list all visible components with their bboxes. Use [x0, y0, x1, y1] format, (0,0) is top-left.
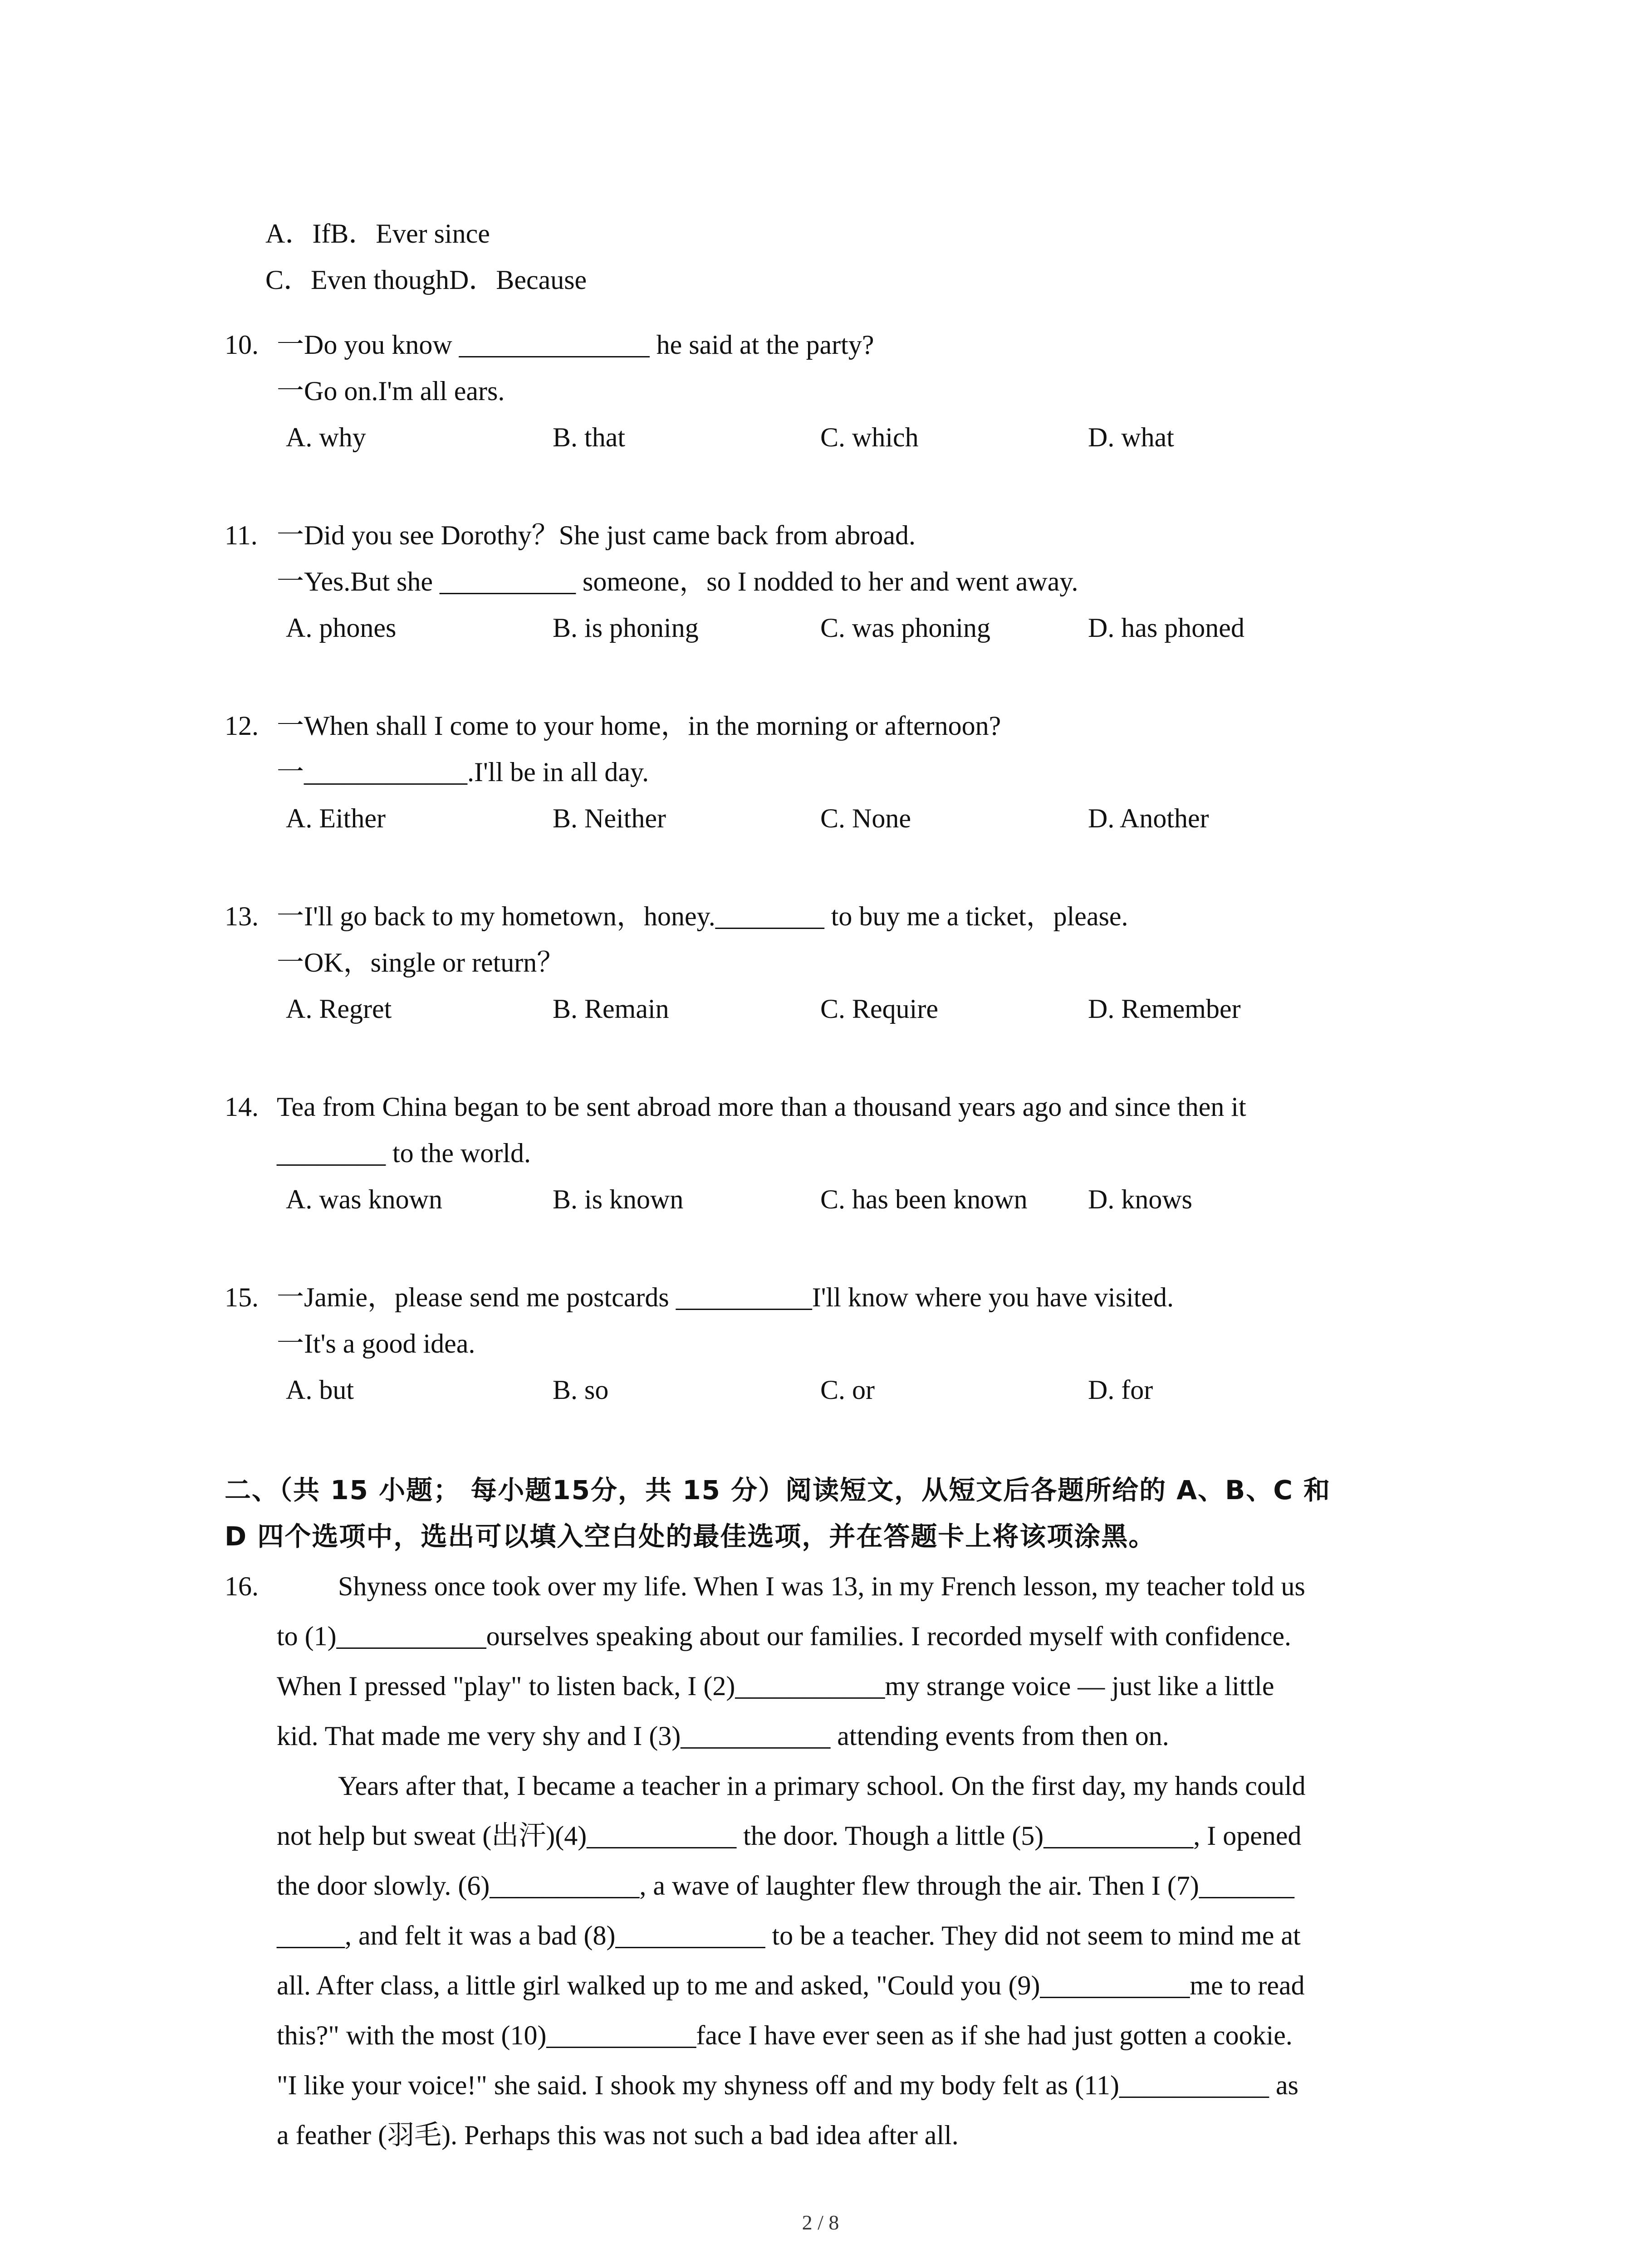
question-number: 10. — [225, 330, 259, 360]
option-c: C. None — [820, 803, 911, 833]
passage-line: Shyness once took over my life. When I was 13, in my French lesson, my teacher told us — [338, 1571, 1305, 1601]
option-a: A. phones — [286, 613, 397, 643]
question-stem: Tea from China began to be sent abroad more than a thousand years ago and since then it — [277, 1092, 1246, 1122]
question-number: 13. — [225, 901, 259, 931]
passage-line: a feather (羽毛). Perhaps this was not such a bad idea after all. — [277, 2120, 959, 2150]
question-number: 16. — [225, 1571, 259, 1601]
question-reply: 一Go on.I'm all ears. — [277, 376, 505, 406]
option-a: A. was known — [286, 1184, 442, 1214]
section-instructions-line-2: D 四个选项中，选出可以填入空白处的最佳选项，并在答题卡上将该项涂黑。 — [225, 1521, 1156, 1552]
option-d: D. what — [1088, 422, 1174, 452]
question-number: 14. — [225, 1092, 259, 1122]
option-d: D. Remember — [1088, 994, 1241, 1024]
question-reply: 一It's a good idea. — [277, 1329, 475, 1359]
question-stem: 一When shall I come to your home，in the morning or afternoon? — [277, 711, 1001, 741]
passage-line: "I like your voice!" she said. I shook my shyness off and my body felt as (11)___________ as — [277, 2070, 1298, 2100]
passage-line: When I pressed "play" to listen back, I (2)___________my strange voice — just like a little — [277, 1671, 1274, 1701]
question-stem: 一I'll go back to my hometown，honey.________ to buy me a ticket，please. — [277, 901, 1128, 931]
option-b: B. Remain — [553, 994, 669, 1024]
option-c: C. which — [820, 422, 919, 452]
option-a: A. why — [286, 422, 366, 452]
question-stem: 一Do you know ______________ he said at the party? — [277, 330, 874, 360]
option-b: B. is known — [553, 1184, 684, 1214]
question-stem-continued: ________ to the world. — [277, 1138, 531, 1168]
option-d: D. has phoned — [1088, 613, 1244, 643]
option-d: D. Another — [1088, 803, 1209, 833]
question-number: 12. — [225, 711, 259, 741]
option-d: D. for — [1088, 1375, 1153, 1405]
option-d: D. knows — [1088, 1184, 1193, 1214]
question-number: 15. — [225, 1282, 259, 1312]
question-reply: 一OK，single or return？ — [277, 948, 564, 978]
page-number: 2 / 8 — [802, 2211, 839, 2234]
q9-options-row-2: C．Even thoughD．Because — [265, 265, 587, 295]
question-number: 11. — [225, 520, 258, 550]
option-a: A. but — [286, 1375, 354, 1405]
question-reply: 一Yes.But she __________ someone，so I nodded to her and went away. — [277, 567, 1078, 596]
passage-line: Years after that, I became a teacher in a primary school. On the first day, my hands could — [338, 1771, 1306, 1801]
q9-options-row-1: A．IfB．Ever since — [265, 219, 490, 249]
option-a: A. Regret — [286, 994, 392, 1024]
question-reply: 一____________.I'll be in all day. — [277, 757, 649, 787]
passage-line: all. After class, a little girl walked up to me and asked, "Could you (9)___________me to read — [277, 1970, 1305, 2000]
section-instructions-line-1: 二、（共 15 小题； 每小题15分，共 15 分）阅读短文，从短文后各题所给的 A、B、C 和 — [225, 1475, 1331, 1505]
option-a: A. Either — [286, 803, 386, 833]
option-b: B. so — [553, 1375, 609, 1405]
passage-line: kid. That made me very shy and I (3)___________ attending events from then on. — [277, 1721, 1169, 1751]
passage-line: _____, and felt it was a bad (8)___________ to be a teacher. They did not seem to mind me at — [277, 1921, 1301, 1950]
question-stem: 一Jamie，please send me postcards __________I'll know where you have visited. — [277, 1282, 1174, 1312]
passage-line: not help but sweat (出汗)(4)___________ the door. Though a little (5)___________, I opened — [277, 1821, 1302, 1851]
option-c: C. was phoning — [820, 613, 990, 643]
option-b: B. is phoning — [553, 613, 699, 643]
option-c: C. Require — [820, 994, 938, 1024]
passage-line: the door slowly. (6)___________, a wave of laughter flew through the air. Then I (7)_______ — [277, 1871, 1294, 1901]
option-b: B. Neither — [553, 803, 666, 833]
passage-line: to (1)___________ourselves speaking about our families. I recorded myself with confidence. — [277, 1621, 1292, 1651]
option-c: C. has been known — [820, 1184, 1028, 1214]
option-b: B. that — [553, 422, 625, 452]
question-stem: 一Did you see Dorothy？She just came back from abroad. — [277, 520, 916, 550]
passage-line: this?" with the most (10)___________face I have ever seen as if she had just gotten a cookie. — [277, 2020, 1293, 2050]
option-c: C. or — [820, 1375, 875, 1405]
